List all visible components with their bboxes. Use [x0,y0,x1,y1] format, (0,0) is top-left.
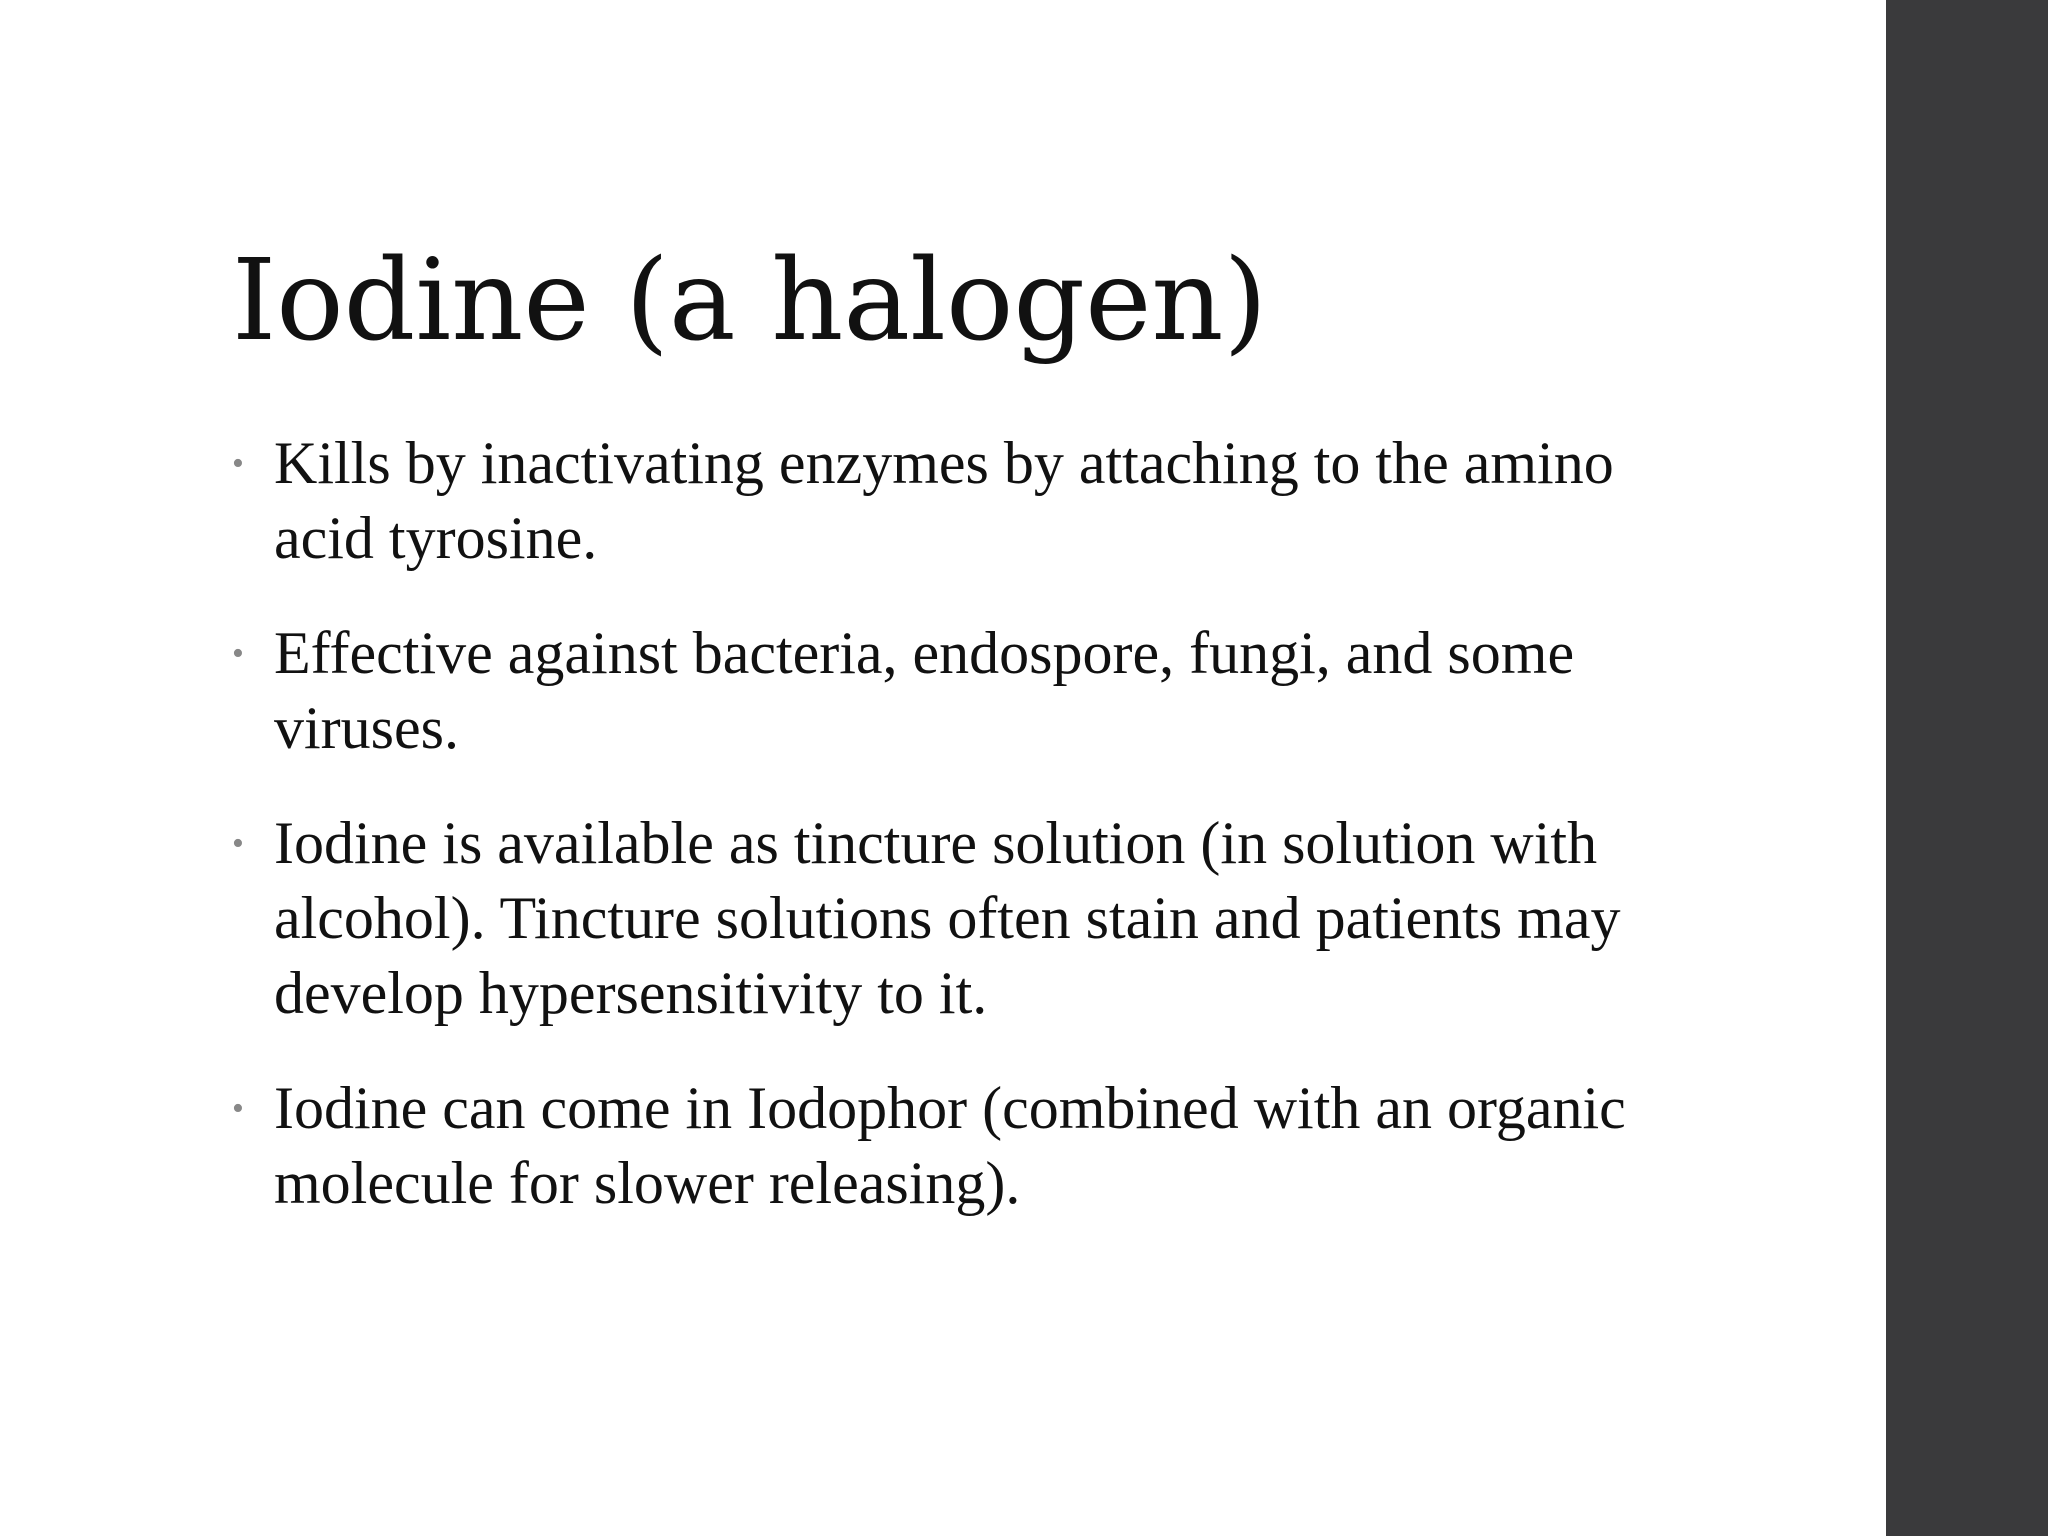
bullet-item [232,616,1632,766]
bullet-icon: • [232,825,244,862]
bullet-list [232,426,1632,1261]
bullet-icon: • [232,445,244,482]
bullet-item [232,1071,1632,1221]
slide-side-bar [1886,0,2048,1536]
bullet-item [232,806,1632,1031]
bullet-icon: • [232,635,244,672]
bullet-text: Iodine can come in Iodophor (combined with an organic molecule for slower releasing). [274,1075,1626,1216]
bullet-text: Kills by inactivating enzymes by attaching to the amino acid tyrosine. [274,430,1614,571]
bullet-text: Effective against bacteria, endospore, fungi, and some viruses. [274,620,1575,761]
bullet-item [232,426,1632,576]
bullet-text: Iodine is available as tincture solution (in solution with alcohol). Tincture solutions often stain and patients may develop hypersensitivity to it. [274,810,1621,1026]
bullet-icon: • [232,1090,244,1127]
slide-title: Iodine (a halogen) [232,236,1268,366]
